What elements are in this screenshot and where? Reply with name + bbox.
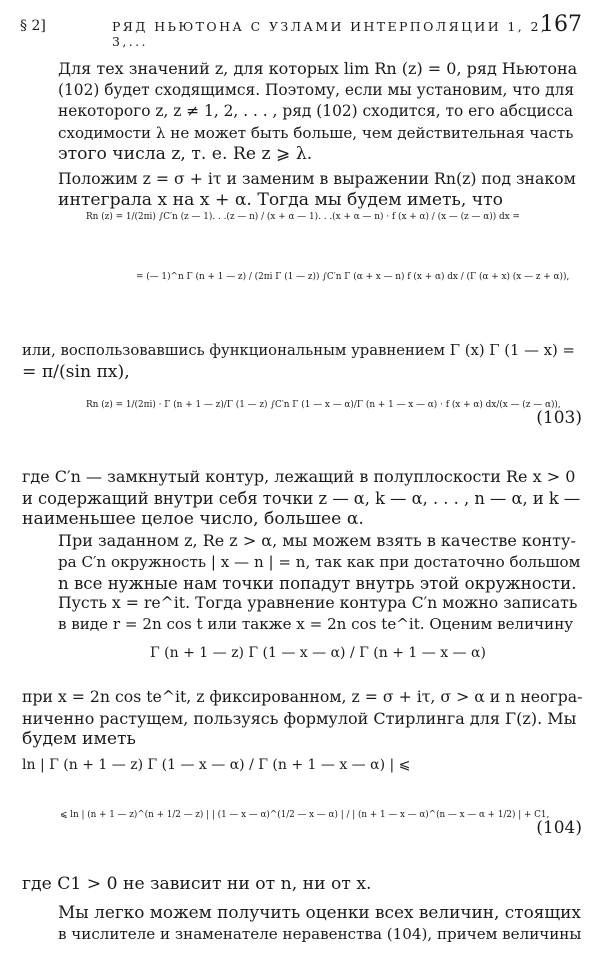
text-line: будем иметь xyxy=(22,729,136,749)
formula-2: = (— 1)^n Γ (n + 1 — z) / (2πi Γ (1 — z)) ∫C′n Γ (α + x — n) f (x + α) dx / (Γ (α + x) (x — z + α)), xyxy=(136,272,570,282)
text-line: сходимости λ не может быть больше, чем действительная часть xyxy=(58,123,574,142)
formula-4: Γ (n + 1 — z) Γ (1 — x — α) / Γ (n + 1 — x — α) xyxy=(150,645,486,661)
text-line: ра C′n окружность | x — n | = n, так как при достаточно большом xyxy=(58,552,581,571)
text-line: Для тех значений z, для которых lim Rn (z) = 0, ряд Ньютона xyxy=(58,59,578,78)
text-line: в виде r = 2n cos t или также x = 2n cos te^it. Оценим величину xyxy=(58,614,574,633)
text-line: При заданном z, Re z > α, мы можем взять в качестве конту- xyxy=(58,531,576,550)
paragraph-1 xyxy=(22,58,582,166)
text-line: Мы легко можем получить оценки всех величин, стоящих xyxy=(58,902,581,922)
text-line: интеграла x на x + α. Тогда мы будем иметь, что xyxy=(58,189,504,210)
text-line: (102) будет сходящимся. Поэтому, если мы установим, что для xyxy=(58,80,575,99)
formula-1: Rn (z) = 1/(2πi) ∫C′n (z — 1). . .(z — n) / (x + α — 1). . .(x + α — n) · f (x + α) / (x — (z — α)) dx = xyxy=(86,212,520,222)
paragraph-4 xyxy=(22,466,582,531)
text-line: в числителе и знаменателе неравенства (104), причем величины xyxy=(58,924,582,943)
text-line: этого числа z, т. е. Re z ⩾ λ. xyxy=(58,144,313,164)
paragraph-6 xyxy=(22,592,582,635)
paragraph-3 xyxy=(22,340,582,383)
text-line: где C′n — замкнутый контур, лежащий в полуплоскости Re x > 0 xyxy=(22,467,576,486)
text-line: и содержащий внутри себя точки z — α, k — α, . . . , n — α, и k — xyxy=(22,488,581,508)
text-line: n все нужные нам точки попадут внутрь этой окружности. xyxy=(58,574,577,593)
paragraph-8 xyxy=(22,874,582,896)
equation-number-104: (104) xyxy=(536,818,582,838)
running-header xyxy=(20,10,582,49)
text-line: ниченно растущем, пользуясь формулой Стирлинга для Γ(z). Мы xyxy=(22,708,577,728)
text-line: Положим z = σ + iτ и заменим в выражении Rn(z) под знаком xyxy=(58,169,576,188)
paragraph-5 xyxy=(22,530,582,595)
formula-6: ⩽ ln | (n + 1 — z)^(n + 1/2 — z) | | (1 — x — α)^(1/2 — x — α) | / | (n + 1 — x — α)^(n — x — α + 1/2) | + C1, xyxy=(60,810,550,820)
formula-3: Rn (z) = 1/(2πi) · Γ (n + 1 — z)/Γ (1 — z) ∫C′n Γ (1 — x — α)/Γ (n + 1 — x — α) · f (x + α) dx/(x — (z — α)), xyxy=(86,400,561,410)
running-title: РЯД НЬЮТОНА С УЗЛАМИ ИНТЕРПОЛЯЦИИ 1, 2, 3,... xyxy=(112,19,548,49)
text-line: при x = 2n cos te^it, z фиксированном, z = σ + iτ, σ > α и n неогра- xyxy=(22,687,583,706)
paragraph-9 xyxy=(22,902,582,945)
paragraph-2 xyxy=(22,168,582,211)
page-number: 167 xyxy=(540,12,582,37)
text-line: где C1 > 0 не зависит ни от n, ни от x. xyxy=(22,874,372,894)
text-line: = π/(sin πx), xyxy=(22,361,130,382)
text-line: Пусть x = re^it. Тогда уравнение контура C′n можно записать xyxy=(58,593,578,612)
text-line: или, воспользовавшись функциональным уравнением Γ (x) Γ (1 — x) = xyxy=(22,342,575,359)
paragraph-7 xyxy=(22,686,582,751)
equation-number-103: (103) xyxy=(536,408,582,428)
text-line: некоторого z, z ≠ 1, 2, . . . , ряд (102) сходится, то его абсцисса xyxy=(58,102,574,120)
formula-5: ln | Γ (n + 1 — z) Γ (1 — x — α) / Γ (n + 1 — x — α) | ⩽ xyxy=(22,757,411,773)
text-line: наименьшее целое число, большее α. xyxy=(22,509,364,529)
section-marker: § 2] xyxy=(20,18,46,34)
